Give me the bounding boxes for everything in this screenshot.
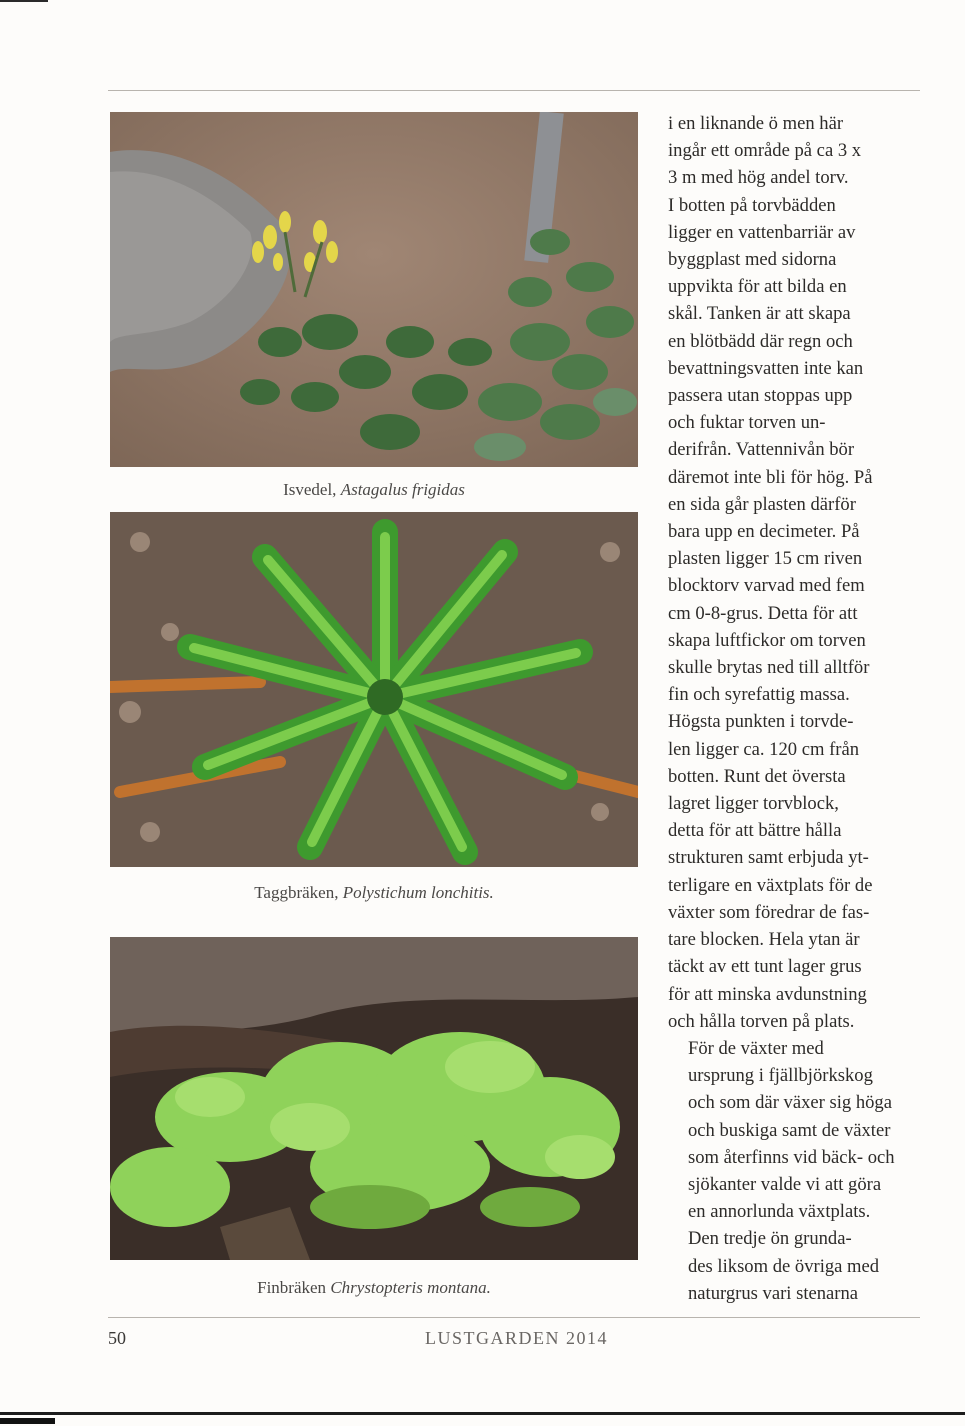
text-line: och buskiga samt de växter: [688, 1119, 891, 1141]
text-line: en blötbädd där regn och: [668, 330, 853, 352]
text-line: strukturen samt erbjuda yt-: [668, 847, 869, 869]
text-line: tare blocken. Hela ytan är: [668, 929, 860, 951]
photo-taggbraken: [110, 512, 638, 867]
text-line: botten. Runt det översta: [668, 765, 846, 787]
text-line: för att minska avdunstning: [668, 983, 867, 1005]
text-line: i en liknande ö men här: [668, 113, 844, 134]
text-line: uppvikta för att bilda en: [668, 276, 847, 298]
text-line: fin och syrefattig massa.: [668, 684, 850, 706]
text-line: och som där växer sig höga: [688, 1092, 892, 1114]
text-line: Den tredje ön grunda-: [688, 1228, 852, 1250]
caption-isvedel: [110, 480, 638, 500]
text-line: skål. Tanken är att skapa: [668, 303, 851, 325]
caption-taggbraken: [110, 883, 638, 903]
text-line: 3 m med hög andel torv.: [668, 167, 849, 189]
text-line: ligger en vattenbarriär av: [668, 221, 856, 243]
caption-common-name: Isvedel,: [283, 480, 341, 499]
running-footer: LUSTGARDEN 2014: [425, 1328, 608, 1348]
text-line: och fuktar torven un-: [668, 412, 826, 434]
text-line: len ligger ca. 120 cm från: [668, 738, 860, 760]
text-line: och hålla torven på plats.: [668, 1010, 855, 1032]
article-text-column: [668, 110, 930, 1307]
text-line: en annorlunda växtplats.: [688, 1201, 871, 1223]
text-line: För de växter med: [688, 1037, 824, 1059]
text-line: skapa luftfickor om torven: [668, 629, 866, 651]
text-line: cm 0-8-grus. Detta för att: [668, 602, 858, 624]
text-line: ursprung i fjällbjörkskog: [688, 1065, 873, 1087]
page-number: 50: [108, 1328, 126, 1348]
text-line: blocktorv varvad med fem: [668, 575, 865, 597]
top-rule: [108, 90, 920, 91]
text-line: Högsta punkten i torvde-: [668, 711, 854, 733]
text-line: I botten på torvbädden: [668, 194, 836, 216]
caption-finbraken: [110, 1278, 638, 1298]
text-line: des liksom de övriga med: [688, 1255, 880, 1277]
caption-latin-name: Chrystopteris montana.: [330, 1278, 491, 1297]
caption-latin-name: Polystichum lonchitis.: [342, 883, 494, 902]
text-line: ingår ett område på ca 3 x: [668, 140, 862, 162]
text-line: täckt av ett tunt lager grus: [668, 956, 862, 978]
paragraph-3: [668, 1225, 930, 1307]
text-line: naturgrus vari stenarna: [688, 1282, 859, 1304]
caption-latin-name: Astagalus frigidas: [340, 480, 465, 499]
text-line: en sida går plasten därför: [668, 493, 856, 515]
text-line: bara upp en decimeter. På: [668, 521, 860, 543]
scan-edge-mark: [0, 1418, 55, 1424]
text-line: skulle brytas ned till alltför: [668, 657, 870, 679]
text-line: däremot inte bli för hög. På: [668, 466, 873, 488]
text-line: passera utan stoppas upp: [668, 385, 853, 407]
bottom-rule: [108, 1317, 920, 1318]
caption-common-name: Finbräken: [257, 1278, 331, 1297]
caption-common-name: Taggbräken,: [254, 883, 343, 902]
scan-edge: [0, 1412, 965, 1415]
text-line: terligare en växtplats för de: [668, 874, 873, 896]
text-line: lagret ligger torvblock,: [668, 793, 839, 815]
text-line: som återfinns vid bäck- och: [688, 1146, 895, 1168]
crop-mark: [0, 0, 48, 2]
text-line: bevattningsvatten inte kan: [668, 357, 864, 379]
text-line: sjökanter valde vi att göra: [688, 1173, 882, 1195]
text-line: plasten ligger 15 cm riven: [668, 548, 863, 570]
text-line: byggplast med sidorna: [668, 249, 837, 271]
paragraph-2: [668, 1035, 930, 1225]
photo-finbraken: [110, 937, 638, 1260]
photo-isvedel: [110, 112, 638, 467]
text-line: växter som föredrar de fas-: [668, 901, 870, 923]
paragraph-1: [668, 110, 930, 1035]
text-line: detta för att bättre hålla: [668, 820, 842, 842]
text-line: derifrån. Vattennivån bör: [668, 439, 855, 461]
